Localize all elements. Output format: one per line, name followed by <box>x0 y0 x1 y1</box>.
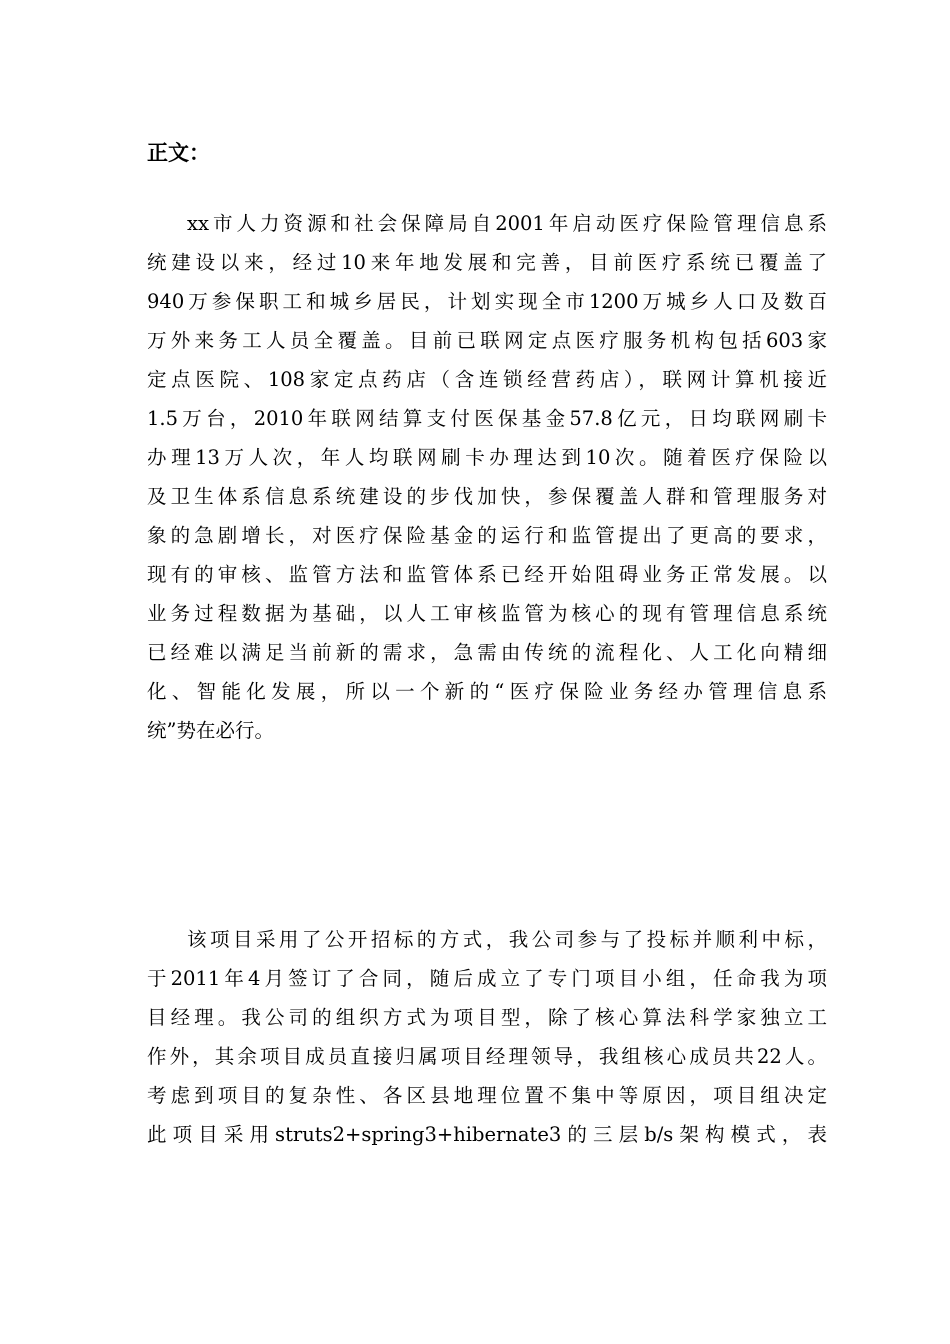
paragraph-line: 此项目采用struts2+spring3+hibernate3的三层b/s架构模式，表 <box>147 1123 827 1146</box>
paragraph-1 <box>147 204 827 750</box>
paragraph-line: 现有的审核、监管方法和监管体系已经开始阻碍业务正常发展。以 <box>147 563 827 586</box>
paragraph-2 <box>147 920 827 1154</box>
paragraph-line: 目经理。我公司的组织方式为项目型，除了核心算法科学家独立工 <box>147 1006 827 1029</box>
paragraph-line: 办理13万人次，年人均联网刷卡办理达到10次。随着医疗保险以 <box>147 446 827 469</box>
section-heading: 正文： <box>147 141 210 165</box>
paragraph-line: 考虑到项目的复杂性、各区县地理位置不集中等原因，项目组决定 <box>147 1084 827 1107</box>
paragraph-line: 已经难以满足当前新的需求，急需由传统的流程化、人工化向精细 <box>147 641 827 664</box>
paragraph-line: 于2011年4月签订了合同，随后成立了专门项目小组，任命我为项 <box>147 967 827 990</box>
paragraph-line: 940万参保职工和城乡居民，计划实现全市1200万城乡人口及数百 <box>147 290 827 313</box>
paragraph-line: 统”势在必行。 <box>147 719 274 742</box>
paragraph-line: 象的急剧增长，对医疗保险基金的运行和监管提出了更高的要求， <box>147 524 827 547</box>
paragraph-line: 该项目采用了公开招标的方式，我公司参与了投标并顺利中标， <box>187 928 827 951</box>
paragraph-line: 化、智能化发展，所以一个新的“医疗保险业务经办管理信息系 <box>147 680 827 703</box>
paragraph-line: 1.5万台，2010年联网结算支付医保基金57.8亿元，日均联网刷卡 <box>147 407 827 430</box>
paragraph-line: xx市人力资源和社会保障局自2001年启动医疗保险管理信息系 <box>187 212 827 235</box>
paragraph-line: 及卫生体系信息系统建设的步伐加快，参保覆盖人群和管理服务对 <box>147 485 827 508</box>
paragraph-line: 定点医院、108家定点药店（含连锁经营药店），联网计算机接近 <box>147 368 827 391</box>
paragraph-line: 万外来务工人员全覆盖。目前已联网定点医疗服务机构包括603家 <box>147 329 827 352</box>
paragraph-line: 业务过程数据为基础，以人工审核监管为核心的现有管理信息系统 <box>147 602 827 625</box>
paragraph-line: 作外，其余项目成员直接归属项目经理领导，我组核心成员共22人。 <box>147 1045 827 1068</box>
paragraph-line: 统建设以来，经过10来年地发展和完善，目前医疗系统已覆盖了 <box>147 251 827 274</box>
